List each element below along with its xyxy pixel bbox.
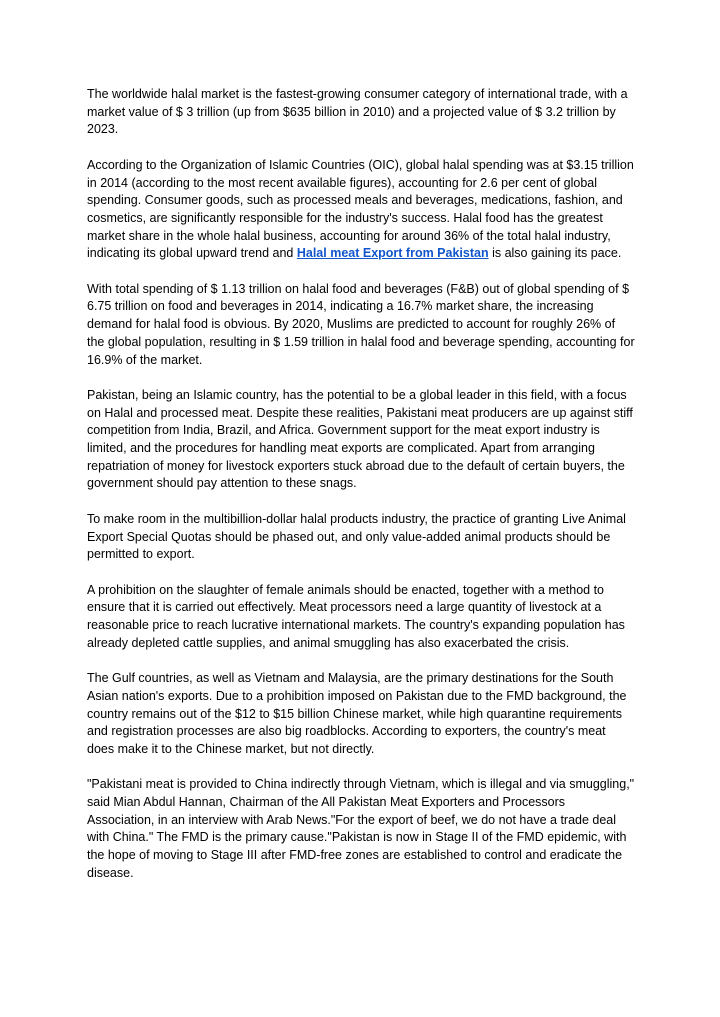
paragraph-food-beverage-spending: With total spending of $ 1.13 trillion on halal food and beverages (F&B) out of global spending of $ 6.75 trillion on food and beverages in 2014, indicating a 16.7% market share, the increasing demand for halal food is obvious. By 2020, Muslims are predicted to account for roughly 26% of the global population, resulting in $ 1.59 trillion in halal food and beverage spending, accounting for 16.9% of the market. xyxy=(87,281,635,367)
paragraph-text: is also gaining its pace. xyxy=(488,246,622,261)
document-body xyxy=(87,86,635,883)
paragraph-pakistan-potential: Pakistan, being an Islamic country, has the potential to be a global leader in this field, with a focus on Halal and processed meat. Despite these realities, Pakistani meat producers are up against stiff competition from India, Brazil, and Africa. Government support for the meat export industry is limited, and the procedures for handling meat exports are complicated. Apart from arranging repatriation of money for livestock exporters stuck abroad due to the default of certain buyers, the government should pay attention to these snags. xyxy=(87,387,633,491)
paragraph-slaughter-prohibition: A prohibition on the slaughter of female animals should be enacted, together with a method to ensure that it is carried out effectively. Meat processors need a large quantity of livestock at a reasonable price to reach lucrative international markets. The country's expanding population has already depleted cattle supplies, and animal smuggling has also exacerbated the crisis. xyxy=(87,582,625,650)
paragraph-export-destinations: The Gulf countries, as well as Vietnam and Malaysia, are the primary destinations for the South Asian nation's exports. Due to a prohibition imposed on Pakistan due to the FMD background, the country remains out of the $12 to $15 billion Chinese market, while high quarantine requirements and registration processes are also big roadblocks. According to exporters, the country's meat does make it to the Chinese market, but not directly. xyxy=(87,671,627,756)
paragraph-text: According to the Organization of Islamic Countries (OIC), global halal spending was at $3.15 trillion in 2014 (according to the most recent available figures), accounting for 2.6 per cent of global spending. Consumer goods, such as processed meals and beverages, medications, fashion, and cosmetics, are significantly responsible for the industry's success. Halal food has the greatest market share in the whole halal business, accounting for around 36% of the total halal industry, indicating its global upward trend and xyxy=(87,157,634,261)
paragraph-halal-market-overview: The worldwide halal market is the fastest-growing consumer category of international trade, with a market value of $ 3 trillion (up from $635 billion in 2010) and a projected value of $ 3.2 trillion by 2023. xyxy=(87,87,628,137)
paragraph-export-quotas: To make room in the multibillion-dollar halal products industry, the practice of granting Live Animal Export Special Quotas should be phased out, and only value-added animal products should be permitted to export. xyxy=(87,511,626,562)
paragraph-china-quote: "Pakistani meat is provided to China indirectly through Vietnam, which is illegal and via smuggling," said Mian Abdul Hannan, Chairman of the All Pakistan Meat Exporters and Processors Association, in an interview with Arab News."For the export of beef, we do not have a trade deal with China." The FMD is the primary cause."Pakistan is now in Stage II of the FMD epidemic, with the hope of moving to Stage III after FMD-free zones are established to control and eradicate the disease. xyxy=(87,777,635,880)
paragraph-oic-spending xyxy=(87,157,635,263)
halal-meat-export-link[interactable]: Halal meat Export from Pakistan xyxy=(296,246,489,261)
